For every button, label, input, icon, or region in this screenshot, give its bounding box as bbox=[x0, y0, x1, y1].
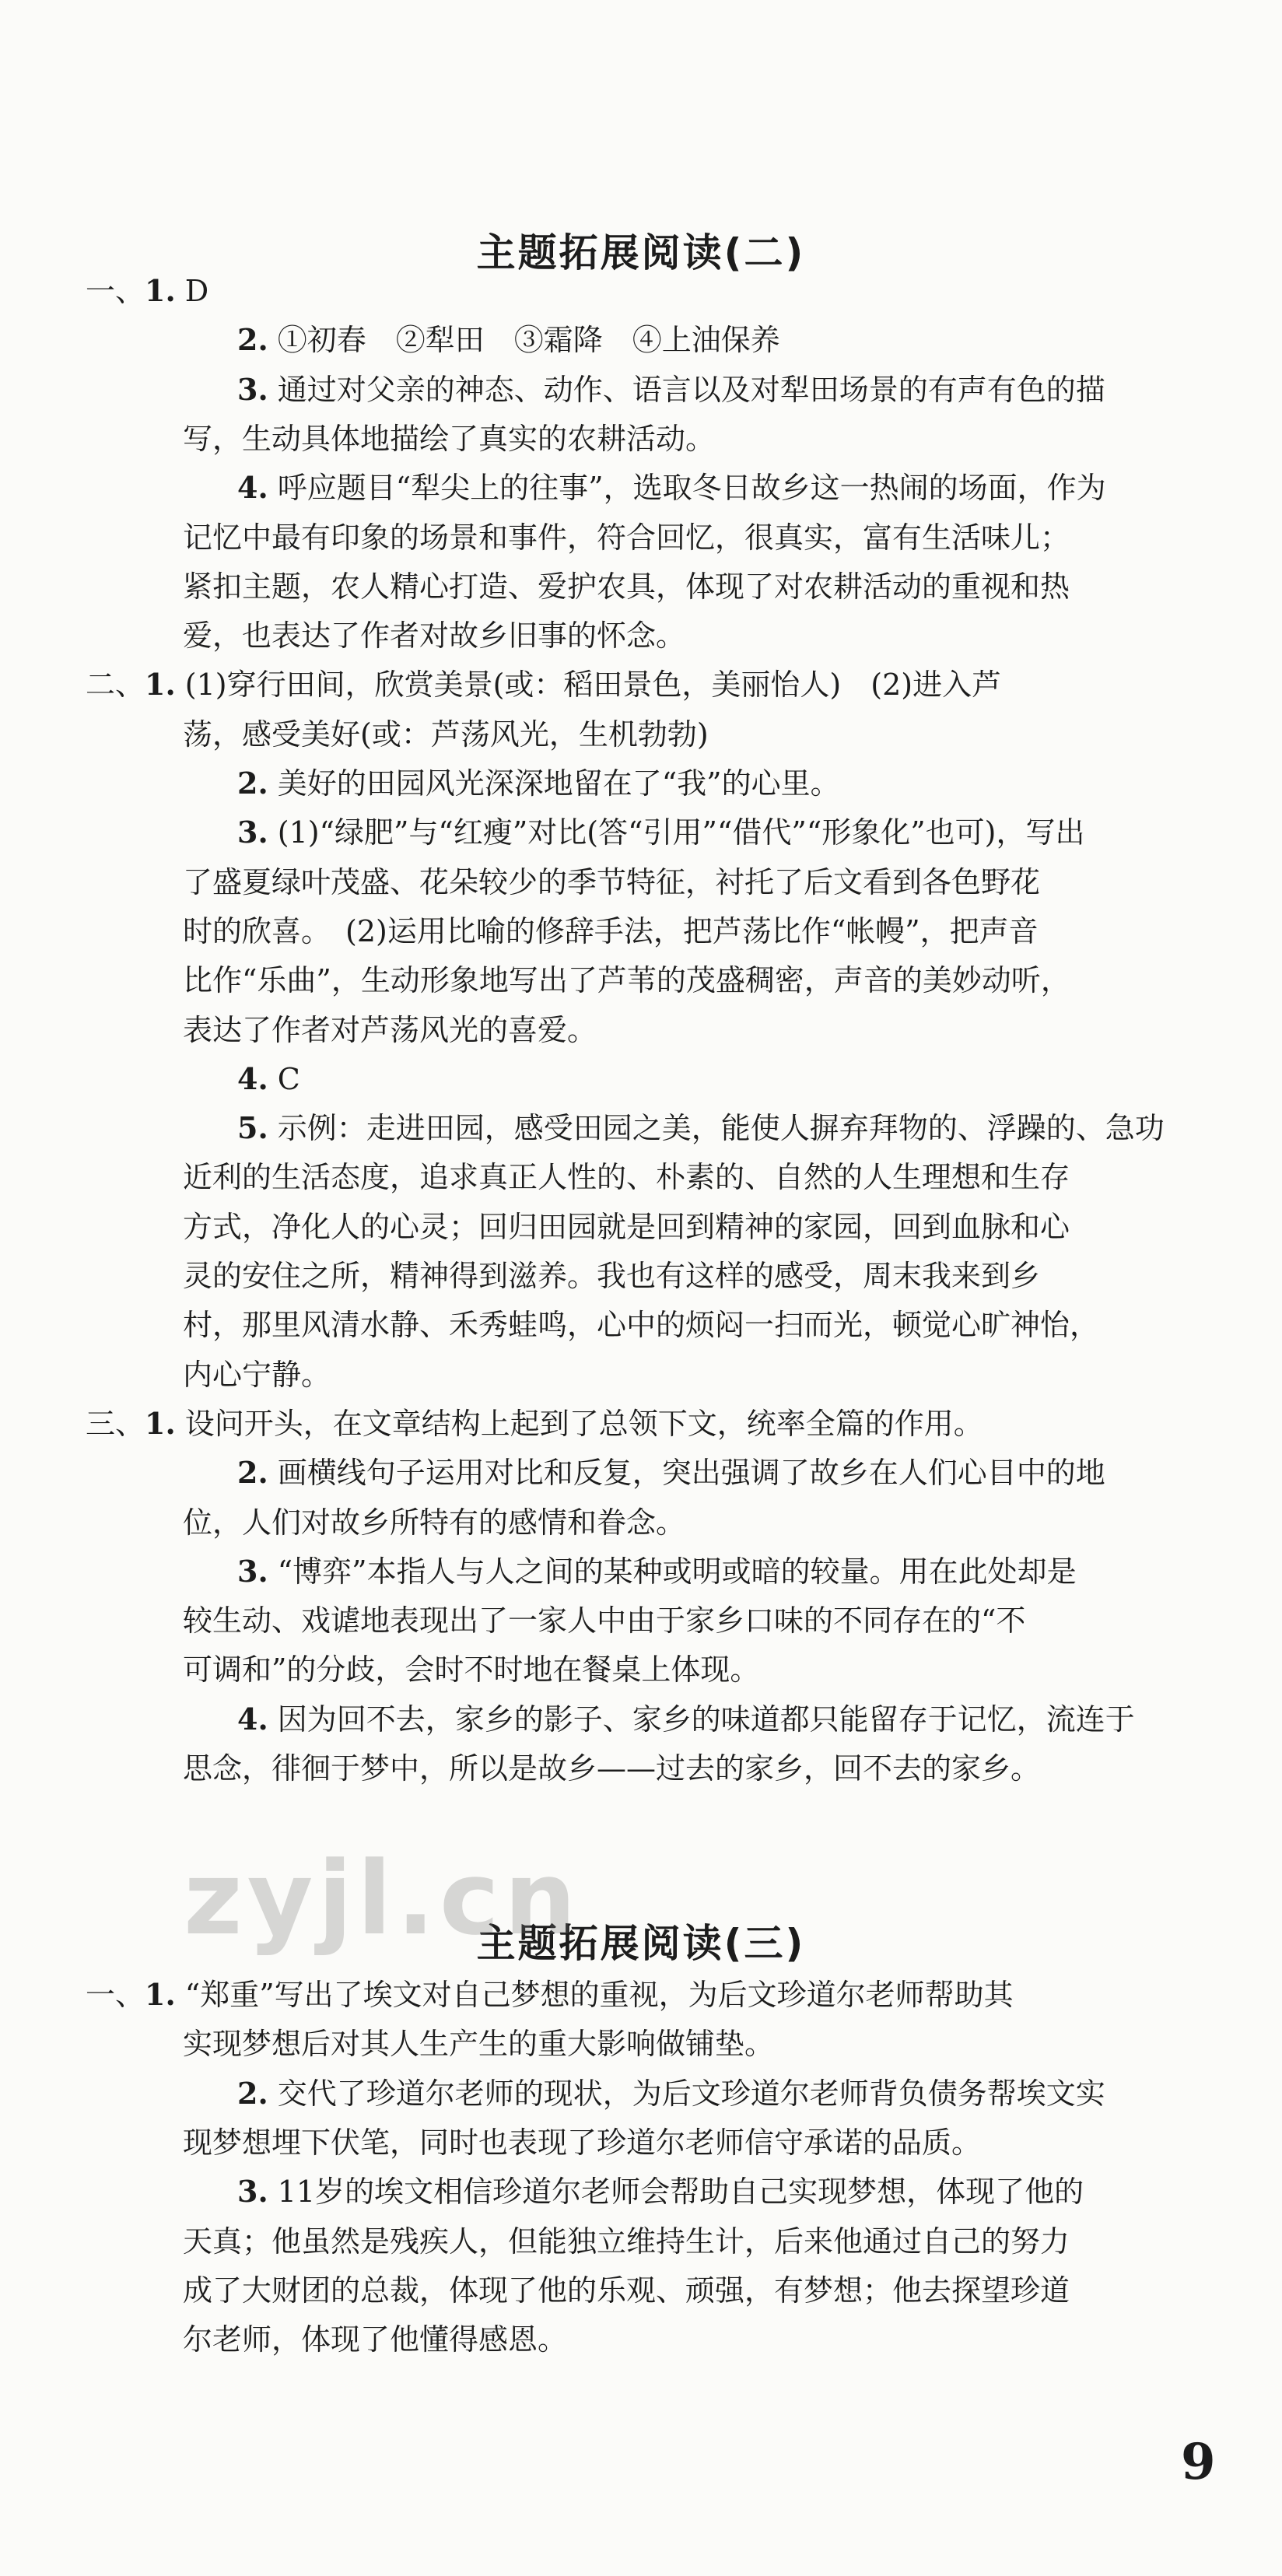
question-number: 1. bbox=[145, 667, 176, 703]
part-marker: 一、 bbox=[86, 274, 145, 308]
answer-line bbox=[86, 1976, 1014, 2013]
question-number: 2. bbox=[237, 766, 268, 801]
answer-text: 实现梦想后对其人生产生的重大影响做铺垫。 bbox=[183, 2027, 775, 2062]
answer-line bbox=[237, 1701, 1135, 1738]
answer-text: 11岁的埃文相信珍道尔老师会帮助自己实现梦想，体现了他的 bbox=[268, 2175, 1084, 2210]
answer-text: ①初春 ②犁田 ③霜降 ④上油保养 bbox=[268, 323, 780, 358]
answer-text: 内心宁静。 bbox=[183, 1357, 331, 1392]
answer-line bbox=[237, 2173, 1084, 2210]
answer-line bbox=[237, 765, 840, 802]
question-number: 1. bbox=[145, 1977, 176, 2012]
question-number: 3. bbox=[237, 1553, 268, 1589]
answer-line bbox=[183, 2025, 774, 2063]
answer-line bbox=[183, 2124, 981, 2161]
answer-text: “博弈”本指人与人之间的某种或明或暗的较量。用在此处却是 bbox=[268, 1554, 1077, 1589]
question-number: 4. bbox=[237, 470, 268, 506]
question-number: 2. bbox=[237, 2075, 268, 2111]
answer-line bbox=[183, 864, 1040, 901]
answer-text: 灵的安住之所，精神得到滋养。我也有这样的感受，周末我来到乡 bbox=[183, 1259, 1041, 1293]
answer-text: 因为回不去，家乡的影子、家乡的味道都只能留存于记忆，流连于 bbox=[268, 1702, 1135, 1737]
answer-text: 位，人们对故乡所特有的感情和眷念。 bbox=[183, 1505, 686, 1540]
answer-text: 成了大财团的总裁，体现了他的乐观、顽强，有梦想；他去探望珍道 bbox=[183, 2273, 1070, 2308]
question-number: 5. bbox=[237, 1110, 268, 1146]
question-number: 3. bbox=[237, 2174, 268, 2210]
answer-text: 时的欣喜。 (2)运用比喻的修辞手法，把芦荡比作“帐幔”，把声音 bbox=[183, 913, 1039, 948]
answer-line bbox=[183, 2223, 1070, 2260]
answer-text: 设问开头，在文章结构上起到了总领下文，统率全篇的作用。 bbox=[175, 1406, 983, 1441]
answer-text: 荡，感受美好(或：芦荡风光，生机勃勃) bbox=[183, 717, 709, 752]
answer-text: 天真；他虽然是残疾人，但能独立维持生计，后来他通过自己的努力 bbox=[183, 2224, 1070, 2259]
answer-text: 村，那里风清水静、禾秀蛙鸣，心中的烦闷一扫而光，顿觉心旷神怡， bbox=[183, 1308, 1100, 1343]
answer-line bbox=[237, 814, 1085, 851]
question-number: 3. bbox=[237, 371, 268, 407]
answer-line bbox=[237, 1454, 1105, 1491]
answer-line bbox=[183, 716, 709, 753]
answer-line bbox=[237, 2075, 1105, 2112]
answer-line bbox=[183, 1208, 1070, 1246]
answer-line bbox=[86, 272, 208, 310]
answer-text: 较生动、戏谑地表现出了一家人中由于家乡口味的不同存在的“不 bbox=[183, 1603, 1026, 1638]
answer-line bbox=[183, 568, 1070, 605]
answer-line bbox=[183, 1306, 1099, 1344]
answer-line bbox=[183, 2321, 567, 2358]
answer-line bbox=[183, 1602, 1025, 1639]
answer-line bbox=[183, 1158, 1070, 1196]
answer-text: 可调和”的分歧，会时不时地在餐桌上体现。 bbox=[183, 1652, 760, 1688]
answer-text: 示例：走进田园，感受田园之美，能使人摒弃拜物的、浮躁的、急功 bbox=[268, 1111, 1165, 1146]
answer-text: 比作“乐曲”，生动形象地写出了芦苇的茂盛稠密，声音的美妙动听， bbox=[183, 963, 1070, 998]
answer-line bbox=[183, 1356, 331, 1393]
answer-line bbox=[183, 1011, 597, 1049]
answer-text: 尔老师，体现了他懂得感恩。 bbox=[183, 2322, 568, 2357]
answer-text: C bbox=[268, 1061, 300, 1096]
page-number: 9 bbox=[1181, 2433, 1216, 2491]
question-number: 1. bbox=[145, 1405, 176, 1441]
answer-line bbox=[183, 1504, 685, 1541]
answer-line bbox=[183, 519, 1070, 556]
answer-line bbox=[183, 617, 685, 654]
answer-line bbox=[237, 371, 1105, 408]
answer-text: 现梦想埋下伏笔，同时也表现了珍道尔老师信守承诺的品质。 bbox=[183, 2125, 982, 2160]
answer-text: 了盛夏绿叶茂盛、花朵较少的季节特征，衬托了后文看到各色野花 bbox=[183, 864, 1041, 899]
answer-text: D bbox=[175, 274, 209, 308]
answer-line bbox=[183, 1750, 1040, 1787]
section-title: 主题拓展阅读(三) bbox=[476, 1921, 806, 1966]
answer-line bbox=[237, 321, 780, 359]
question-number: 2. bbox=[237, 322, 268, 358]
answer-text: 交代了珍道尔老师的现状，为后文珍道尔老师背负债务帮埃文实 bbox=[268, 2076, 1105, 2111]
answer-text: 思念，徘徊于梦中，所以是故乡——过去的家乡，回不去的家乡。 bbox=[183, 1751, 1041, 1786]
answer-line bbox=[183, 420, 715, 457]
answer-text: 近利的生活态度，追求真正人性的、朴素的、自然的人生理想和生存 bbox=[183, 1160, 1070, 1195]
part-marker: 三、 bbox=[86, 1406, 145, 1441]
answer-text: 方式，净化人的心灵；回归田园就是回到精神的家园，回到血脉和心 bbox=[183, 1209, 1070, 1244]
question-number: 4. bbox=[237, 1701, 268, 1737]
answer-line bbox=[183, 2272, 1070, 2309]
part-marker: 二、 bbox=[86, 668, 145, 703]
answer-line bbox=[237, 1109, 1165, 1147]
watermark: zyjl.cn bbox=[184, 1839, 581, 1957]
answer-line bbox=[237, 1060, 300, 1098]
answer-text: 紧扣主题，农人精心打造、爱护农具，体现了对农耕活动的重视和热 bbox=[183, 569, 1070, 604]
answer-line bbox=[86, 666, 1001, 703]
answer-text: “郑重”写出了埃文对自己梦想的重视，为后文珍道尔老师帮助其 bbox=[175, 1978, 1014, 2012]
answer-text: (1)“绿肥”与“红瘦”对比(答“引用”“借代”“形象化”也可)，写出 bbox=[268, 815, 1085, 850]
answer-text: 爱，也表达了作者对故乡旧事的怀念。 bbox=[183, 619, 686, 654]
question-number: 2. bbox=[237, 1455, 268, 1491]
answer-line bbox=[237, 469, 1106, 506]
answer-line bbox=[183, 1257, 1040, 1295]
answer-text: 通过对父亲的神态、动作、语言以及对犁田场景的有声有色的描 bbox=[268, 372, 1105, 407]
part-marker: 一、 bbox=[86, 1978, 145, 2012]
question-number: 4. bbox=[237, 1060, 268, 1096]
section-title: 主题拓展阅读(二) bbox=[476, 230, 806, 275]
question-number: 1. bbox=[145, 273, 176, 308]
question-number: 3. bbox=[237, 815, 268, 850]
answer-text: 呼应题目“犁尖上的往事”，选取冬日故乡这一热闹的场面，作为 bbox=[268, 471, 1106, 506]
answer-line bbox=[183, 962, 1070, 999]
answer-text: 画横线句子运用对比和反复，突出强调了故乡在人们心目中的地 bbox=[268, 1456, 1105, 1491]
answer-line bbox=[237, 1553, 1077, 1590]
answer-text: 美好的田园风光深深地留在了“我”的心里。 bbox=[268, 766, 840, 801]
answer-line bbox=[183, 913, 1039, 950]
answer-text: 表达了作者对芦荡风光的喜爱。 bbox=[183, 1012, 597, 1047]
answer-text: 记忆中最有印象的场景和事件，符合回忆，很真实，富有生活味儿； bbox=[183, 520, 1070, 555]
answer-line bbox=[86, 1405, 983, 1442]
answer-text: (1)穿行田间，欣赏美景(或：稻田景色，美丽怡人) (2)进入芦 bbox=[175, 668, 1002, 703]
answer-line bbox=[183, 1651, 759, 1688]
answer-text: 写，生动具体地描绘了真实的农耕活动。 bbox=[183, 421, 716, 456]
